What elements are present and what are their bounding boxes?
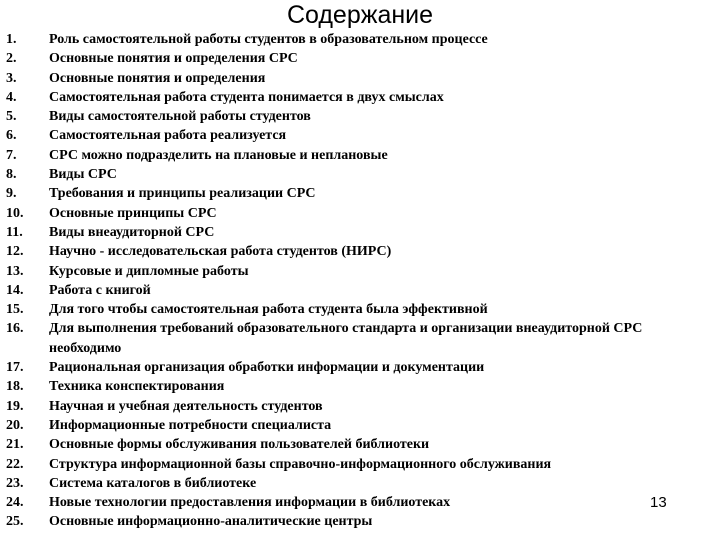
toc-item bbox=[6, 416, 706, 435]
toc-item bbox=[6, 223, 706, 242]
toc-item-number: 3. bbox=[6, 70, 17, 86]
toc-item-text: Основные понятия и определения СРС bbox=[49, 51, 298, 67]
toc-item-text: Информационные потребности специалиста bbox=[49, 417, 332, 433]
toc-item bbox=[6, 474, 706, 493]
toc-item bbox=[6, 165, 706, 184]
toc-item-text: Требования и принципы реализации СРС bbox=[49, 186, 316, 202]
toc-item-number: 18. bbox=[6, 379, 24, 395]
toc-item-text: Курсовые и дипломные работы bbox=[49, 263, 249, 279]
toc-item-text: Виды внеаудиторной СРС bbox=[49, 224, 215, 240]
toc-item-text: Рациональная организация обработки информации и документации bbox=[49, 360, 485, 376]
toc-item-number: 15. bbox=[6, 302, 24, 318]
page-number: 13 bbox=[650, 494, 667, 511]
toc-item bbox=[6, 204, 706, 223]
toc-item bbox=[6, 455, 706, 474]
toc-item-text: Основные формы обслуживания пользователей библиотеки bbox=[49, 437, 430, 453]
toc-item-text: Основные принципы СРС bbox=[49, 205, 217, 221]
toc-item bbox=[6, 377, 706, 396]
toc-item-number: 11. bbox=[6, 224, 23, 240]
toc-item bbox=[6, 281, 706, 300]
toc-item-text: СРС можно подразделить на плановые и неплановые bbox=[49, 147, 388, 163]
toc-item bbox=[6, 30, 706, 49]
toc-item bbox=[6, 319, 706, 358]
toc-item-number: 10. bbox=[6, 205, 24, 221]
toc-item-text: Самостоятельная работа реализуется bbox=[49, 128, 287, 144]
toc-item bbox=[6, 512, 706, 531]
toc-item-text: Новые технологии предоставления информации в библиотеках bbox=[49, 495, 451, 511]
toc-item bbox=[6, 88, 706, 107]
toc-item bbox=[6, 262, 706, 281]
toc-item bbox=[6, 49, 706, 68]
toc-item-text: Виды самостоятельной работы студентов bbox=[49, 109, 311, 125]
toc-item-text: Основные понятия и определения bbox=[49, 70, 266, 86]
toc-item-number: 22. bbox=[6, 456, 24, 472]
toc-item-number: 12. bbox=[6, 244, 24, 260]
toc-item-text: Научно - исследовательская работа студентов (НИРС) bbox=[49, 244, 392, 260]
toc-item-number: 14. bbox=[6, 282, 24, 298]
toc-item bbox=[6, 493, 706, 512]
toc-item-number: 8. bbox=[6, 167, 17, 183]
page-title: Содержание bbox=[286, 1, 434, 29]
toc-item-number: 19. bbox=[6, 398, 24, 414]
toc-item-text: Роль самостоятельной работы студентов в образовательном процессе bbox=[49, 32, 488, 47]
toc-item-number: 7. bbox=[6, 147, 17, 163]
table-of-contents bbox=[6, 30, 706, 532]
toc-item-number: 24. bbox=[6, 495, 24, 511]
toc-item bbox=[6, 146, 706, 165]
toc-item-number: 1. bbox=[6, 32, 17, 47]
toc-item-number: 20. bbox=[6, 417, 24, 433]
toc-item-number: 17. bbox=[6, 360, 24, 376]
toc-item bbox=[6, 300, 706, 319]
toc-item bbox=[6, 397, 706, 416]
toc-item-text: Самостоятельная работа студента понимается в двух смыслах bbox=[49, 89, 444, 105]
toc-item-text: Техника конспектирования bbox=[49, 379, 225, 395]
toc-item-number: 4. bbox=[6, 89, 17, 105]
toc-item-text: Система каталогов в библиотеке bbox=[49, 475, 257, 491]
toc-item-text: Для выполнения требований образовательного стандарта и организации внеаудиторной СРС необходимо bbox=[49, 321, 643, 356]
toc-item-number: 16. bbox=[6, 321, 24, 337]
toc-item-number: 23. bbox=[6, 475, 24, 491]
toc-item bbox=[6, 242, 706, 261]
toc-item-number: 5. bbox=[6, 109, 17, 125]
toc-item-number: 25. bbox=[6, 514, 24, 530]
toc-item bbox=[6, 184, 706, 203]
toc-item-number: 2. bbox=[6, 51, 17, 67]
toc-item bbox=[6, 435, 706, 454]
toc-item-number: 13. bbox=[6, 263, 24, 279]
toc-item-text: Основные информационно-аналитические центры bbox=[49, 514, 373, 530]
toc-item bbox=[6, 358, 706, 377]
toc-item bbox=[6, 69, 706, 88]
toc-item-number: 6. bbox=[6, 128, 17, 144]
toc-item-number: 9. bbox=[6, 186, 17, 202]
toc-item bbox=[6, 107, 706, 126]
toc-item-text: Научная и учебная деятельность студентов bbox=[49, 398, 323, 414]
toc-item-text: Работа с книгой bbox=[49, 282, 151, 298]
toc-item-text: Структура информационной базы справочно-информационного обслуживания bbox=[49, 456, 552, 472]
toc-item-number: 21. bbox=[6, 437, 24, 453]
toc-item-text: Для того чтобы самостоятельная работа студента была эффективной bbox=[49, 302, 488, 318]
toc-item bbox=[6, 126, 706, 145]
toc-item-text: Виды СРС bbox=[49, 167, 117, 183]
